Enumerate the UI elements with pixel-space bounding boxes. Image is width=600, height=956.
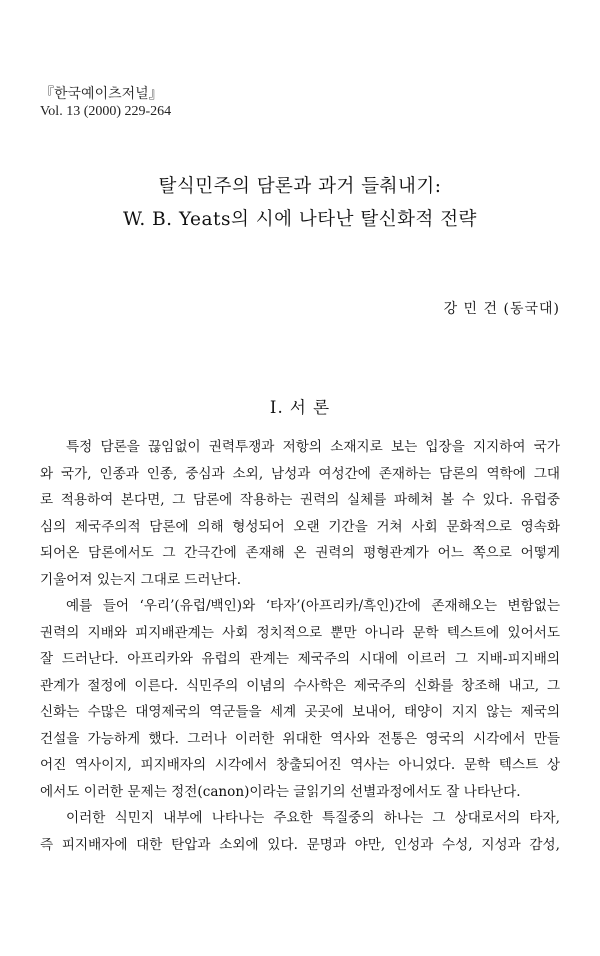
journal-name: 『한국예이츠저널』: [40, 87, 163, 102]
body-line: 로 적용하여 본다면, 그 담론에 작용하는 권력의 실체를 파헤쳐 볼 수 있다. 유럽중: [40, 492, 560, 508]
body-line: 심의 제국주의적 담론에 의해 형성되어 오랜 기간을 거쳐 사회 문화적으로 영속화: [40, 518, 560, 535]
author-affiliation: 강 민 건 (동국대): [443, 301, 560, 317]
title-line-2: W. B. Yeats의 시에 나타난 탈신화적 전략: [123, 209, 477, 230]
body-line: 이러한 식민지 내부에 나타나는 주요한 특질중의 하나는 그 상대로서의 타자,: [66, 810, 560, 826]
body-line: 즉 피지배자에 대한 탄압과 소외에 있다. 문명과 야만, 인성과 수성, 지성과 감성,: [40, 836, 560, 853]
body-line: 특정 담론을 끊임없이 권력투쟁과 저항의 소재지로 보는 입장을 지지하여 국가: [66, 439, 560, 455]
body-line: 권력의 지배와 피지배관계는 사회 정치적으로 뿐만 아니라 문학 텍스트에 있어서도: [40, 624, 560, 641]
body-line: 되어온 담론에서도 그 간극간에 존재해 온 권력의 평형관계가 어느 쪽으로 어떻게: [40, 545, 560, 561]
body-line: 예를 들어 ‘우리’(유럽/백인)와 ‘타자’(아프리카/흑인)간에 존재해오는 변함없는: [66, 598, 560, 614]
body-line: 와 국가, 인종과 인종, 중심과 소외, 남성과 여성간에 존재하는 담론의 역학에 그대: [40, 465, 560, 482]
journal-citation: Vol. 13 (2000) 229-264: [40, 104, 172, 119]
body-line: 건설을 가능하게 했다. 그러나 이러한 위대한 역사와 전통은 영국의 시각에서 만들: [40, 730, 560, 747]
title-line-1: 탈식민주의 담론과 과거 들춰내기:: [158, 176, 442, 197]
section-heading: I. 서 론: [269, 398, 331, 417]
body-line: 잘 드러난다. 아프리카와 유럽의 관계는 제국주의 시대에 이르러 그 지배-피지배의: [40, 651, 560, 667]
body-line: 신화는 수많은 대영제국의 역군들을 세계 곳곳에 보내어, 태양이 지지 않는 제국의: [40, 704, 560, 720]
article-title: [0, 170, 600, 236]
journal-header: [40, 86, 171, 120]
body-text: [40, 434, 560, 858]
body-line: 에서도 이러한 문제는 정전(canon)이라는 글읽기의 선별과정에서도 잘 나타난다.: [40, 783, 521, 800]
body-line: 어진 역사이지, 피지배자의 시각에서 창출되어진 역사는 아니었다. 문학 텍스트 상: [40, 757, 560, 773]
body-line: 관계가 절정에 이른다. 식민주의 이념의 수사학은 제국주의 신화를 창조해 내고, 그: [40, 677, 560, 694]
body-line: 기울어져 있는지 그대로 드러난다.: [40, 571, 242, 588]
